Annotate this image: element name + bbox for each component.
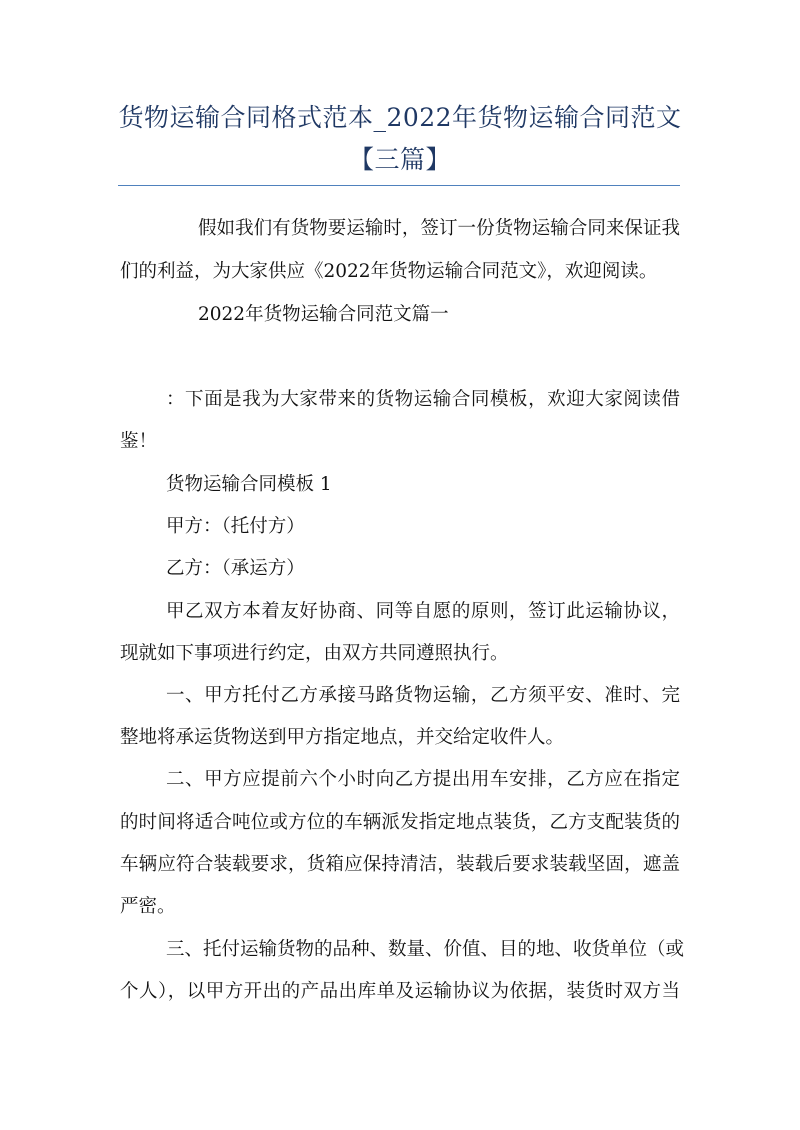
section-heading: 2022年货物运输合同范文篇一 <box>198 304 449 325</box>
clause3-line2: 个人），以甲方开出的产品出库单及运输协议为依据，装货时双方当 <box>120 981 680 1002</box>
party-b: 乙方：（承运方） <box>166 558 305 579</box>
template-title: 货物运输合同模板 1 <box>166 474 332 495</box>
document-title-line1: 货物运输合同格式范本_2022年货物运输合同范文 <box>118 103 682 132</box>
title-divider <box>118 185 680 186</box>
lead-paragraph-line1: ：下面是我为大家带来的货物运输合同模板，欢迎大家阅读借 <box>166 389 680 410</box>
clause2-line2: 的时间将适合吨位或方位的车辆派发指定地点装货，乙方支配装货的 <box>120 812 680 833</box>
clause1-line2: 整地将承运货物送到甲方指定地点，并交给定收件人。 <box>120 727 565 748</box>
clause2-line1: 二、甲方应提前六个小时向乙方提出用车安排，乙方应在指定 <box>166 769 680 790</box>
paragraph1-line1: 甲乙双方本着友好协商、同等自愿的原则，签订此运输协议， <box>166 601 680 622</box>
clause2-line3: 车辆应符合装载要求，货箱应保持清洁，装载后要求装载坚固，遮盖 <box>120 854 680 875</box>
clause2-line4: 严密。 <box>120 896 176 917</box>
document-title-line2: 【三篇】 <box>348 145 451 174</box>
clause1-line1: 一、甲方托付乙方承接马路货物运输，乙方须平安、准时、完 <box>166 685 680 706</box>
lead-paragraph-line2: 鉴！ <box>120 431 158 452</box>
intro-paragraph-line2: 们的利益，为大家供应《2022年货物运输合同范文》，欢迎阅读。 <box>120 261 658 282</box>
party-a: 甲方：（托付方） <box>166 516 305 537</box>
clause3-line1: 三、托付运输货物的品种、数量、价值、目的地、收货单位（或 <box>166 939 685 960</box>
intro-paragraph-line1: 假如我们有货物要运输时，签订一份货物运输合同来保证我 <box>198 218 680 239</box>
paragraph1-line2: 现就如下事项进行约定，由双方共同遵照执行。 <box>120 643 509 664</box>
